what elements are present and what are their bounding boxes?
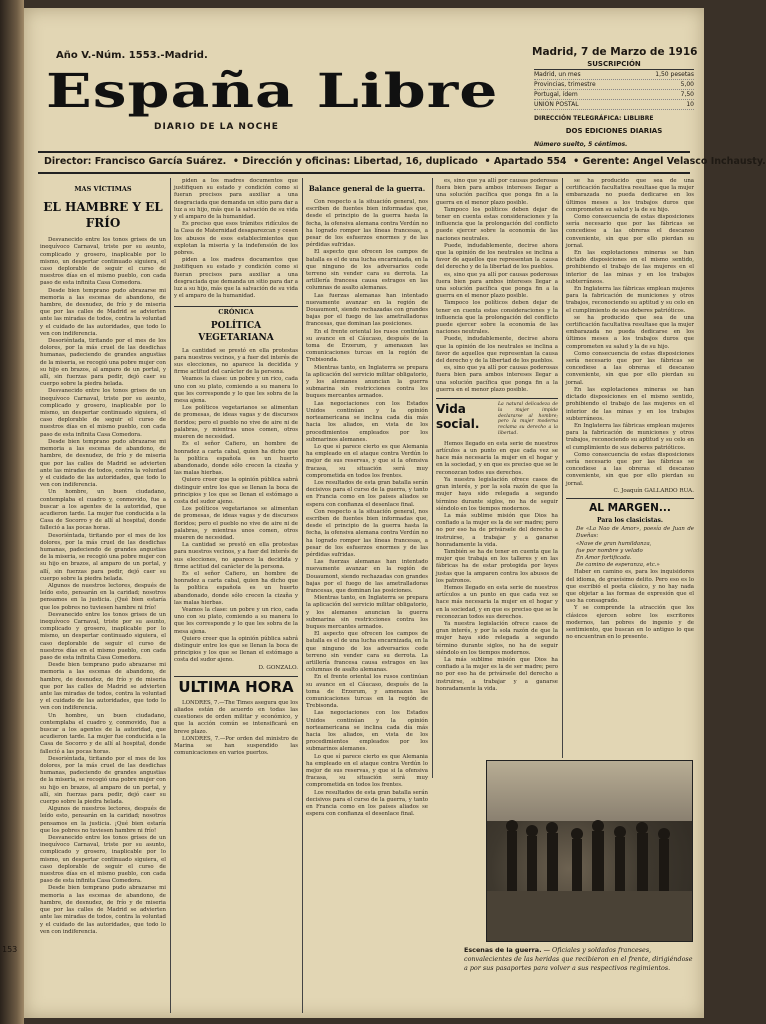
column-1 bbox=[40, 178, 166, 1013]
paragraph: es, sino que ya allí por causas poderosas fuera bien para ambos intereses llegar a una solución pacífica que ponga fin a la guerra en el menor plazo posible. bbox=[436, 365, 558, 393]
paragraph: El aspecto que ofrecen los campos de batalla es el de una lucha encarnizada, en la que ninguno de los adversarios cede terreno sin vender cara su derrota. La artillería francesa causa estragos en las columnas de asalto alemanas. bbox=[306, 631, 428, 674]
book-spine bbox=[0, 0, 24, 1024]
paragraph: Como consecuencia de estas disposiciones sería necesario que por las fábricas se concediese a las obreras el descanso conveniente, sin que por ello pierdan su jornal. bbox=[566, 350, 694, 386]
poem-line: De «La Nao de Amor», poesía de Juan de Dueñas: bbox=[576, 526, 694, 540]
paragraph: Y se comprende la atracción que los clásicos ejercen sobre los escritores modernos, tan pobres de ingenio y de sentimiento, que buscan en lo antiguo lo que no encuentran en lo presente. bbox=[566, 605, 694, 641]
paragraph: Los políticos vegetarianos se alimentan de promesas, de ideas vagas y de discursos floridos; pero el pueblo no vive de aire ni de palabras, y mientras unos comen, otros mueren de necesidad. bbox=[174, 405, 298, 441]
paragraph: La cantidad se prestó en ella protestas para nuestros vecinos, y a fuer del interés de sus elecciones, no aparece la decidida y firme actitud del carácter de la persona. bbox=[174, 347, 298, 376]
paragraph: Puede, indudablemente, decirse ahora que la opinión de los neutrales se inclina a favor de aquellos que representan la causa del derecho y de la libertad de los pueblos. bbox=[436, 336, 558, 365]
paragraph: es, sino que ya allí por causas poderosas fuera bien para ambos intereses llegar a una solución pacífica que ponga fin a la guerra en el menor plazo posible. bbox=[436, 178, 558, 206]
newspaper-page bbox=[24, 8, 766, 1018]
headline-balance: Balance general de la guerra. bbox=[308, 184, 426, 193]
photo-caption: Escenas de la guerra. — Oficiales y soldados franceses, convalecientes de las heridas que recibieron en el frente, dirigiéndose a por sus pasaportes para volver a sus respectivos regimientos. bbox=[464, 946, 693, 972]
signature: D. GONZALO. bbox=[258, 664, 298, 671]
paragraph: Mientras tanto, en Inglaterra se prepara la aplicación del servicio militar obligatorio, y los alemanes anuncian la guerra submarina sin restricciones contra los buques mercantes armados. bbox=[306, 364, 428, 400]
paragraph: Desde bien temprano pudo abrazarse mi memoria a las escenas de abandono, de hambre, de desnudez, de frío y de miseria que por las calles de Madrid se advierten ante las miradas de todos, contra la voluntad y el cuidado de las autoridades, que todo lo ven con indiferencia. bbox=[40, 287, 166, 337]
price-note: Número suelto, 5 céntimos. bbox=[534, 141, 628, 148]
headline-politica: POLÍTICA VEGETARIANA bbox=[198, 320, 274, 343]
poem-line: «Nave de gran humildanza, bbox=[576, 540, 652, 547]
war-photo bbox=[486, 760, 693, 942]
headline-al-margen: AL MARGEN... bbox=[566, 498, 694, 515]
poem-line: De camino de esperanza, etc.» bbox=[576, 562, 660, 569]
caption-text: Oficiales y soldados franceses, convalecientes de las heridas que recibieron en el frente, dirigiéndose a por sus pasaportes para volver a sus respectivos regimientos. bbox=[464, 946, 693, 972]
paragraph: En las explotaciones mineras se han dictado disposiciones en el mismo sentido, prohibiendo el trabajo de las mujeres en el interior de las minas y en los trabajos subterráneos. bbox=[566, 386, 694, 422]
paragraph: En el frente oriental los rusos continúan su avance en el Cáucaso, después de la toma de Erzerum, y amenazan las comunicaciones turcas en la región de Trebisonda. bbox=[306, 674, 428, 710]
paragraph: Los resultados de esta gran batalla serán decisivos para el curso de la guerra, y tanto en Francia como en los países aliados se espera con confianza el desenlace final. bbox=[306, 789, 428, 818]
masthead-title: España Libre bbox=[46, 64, 499, 119]
paragraph: El aspecto que ofrecen los campos de batalla es el de una lucha encarnizada, en la que ninguno de los adversarios cede terreno sin vender cara su derrota. La artillería francesa causa estragos en las columnas de asalto alemanas. bbox=[306, 249, 428, 292]
paragraph: Mientras tanto, en Inglaterra se prepara la aplicación del servicio militar obligatorio, y los alemanes anuncian la guerra submarina sin restricciones contra los buques mercantes armados. bbox=[306, 595, 428, 630]
headline-vida-social: Vida social. bbox=[436, 402, 480, 432]
paragraph: es, sino que ya allí por causas poderosas fuera bien para ambos intereses llegar a una solución pacífica que ponga fin a la guerra en el menor plazo posible. bbox=[436, 271, 558, 300]
issue-date: Madrid, 7 de Marzo de 1916 bbox=[532, 46, 698, 58]
telegraph-address: DIRECCIÓN TELEGRÁFICA: LIBLIBRE bbox=[534, 115, 654, 122]
paragraph: Desoriéntada, tiritando por el mes de los dolores, por la más cruel de las desdichas humanas, padeciendo de grandes angustias de la miseria, se recogió una pobre mujer con su hijo en brazos, al amparo de un portal, y allí, sin fuerzas para pedir, dejó caer su cuerpo sobre la piedra helada. bbox=[40, 338, 166, 388]
margin-mark: 153 bbox=[2, 945, 18, 954]
paragraph: piden a los madres documentos que justifiquen su estado y condición como si fueran precisos para auxiliar a una desgraciada que demanda un sitio para dar a luz a su hijo, más que la salvación de su vida y el amparo de la humanidad. bbox=[174, 257, 298, 300]
paragraph: Quiero creer que la opinión pública sabrá distinguir entre los que se llenan la boca de principios y los que se llenan el estómago a costa del sudor ajeno. bbox=[174, 477, 298, 505]
paragraph: Algunos de nuestros lectores, después de leído esto, pensarán en la caridad; nosotros pensamos en la justicia. ¡Qué bien estaría que los pobres no tuviesen hambre ni frío! bbox=[40, 806, 166, 834]
paragraph: Quiero creer que la opinión pública sabrá distinguir entre los que se llenan la boca de principios y los que se llenan el estómago a costa del sudor ajeno. bbox=[174, 635, 298, 664]
subscription-title: SUSCRIPCIÓN bbox=[534, 60, 694, 70]
column-2 bbox=[174, 178, 298, 1013]
paragraph: Desvanecido entre los tonos grises de un inequívoco Carnaval, triste por su asunto, complicado y grosero, inaplicable por lo mismo, un despertar continuado siguiera, el caso deplorable de seguir el curso de nuestros días en el mismo pueblo, con cada paso de esta infinita Casa Comedora. bbox=[40, 835, 166, 885]
paragraph: Ya nuestra legislación ofrece casos de gran interés, y por la sola razón de que la mujer haya sido relegada a segundo término durante siglos, no ha de seguir siéndolo en los tiempos modernos. bbox=[436, 476, 558, 512]
paragraph: Es preciso que esos trámites ridículos de la Casa de Maternidad desaparezcan y cesen los abusos de esos establecimientos que explotan la miseria y la indefensión de los pobres. bbox=[174, 221, 298, 257]
paragraph: Es el señor Cafiero, un hombre de honradez a carta cabal, quien ha dicho que la política española es un huerto abandonado, donde sólo crecen la cizaña y las malas hierbas. bbox=[174, 441, 298, 477]
caption-title: Escenas de la guerra. bbox=[464, 946, 542, 954]
issue-number: Año V.-Núm. 1553.-Madrid. bbox=[56, 50, 208, 61]
subscription-row: Provincias, trimestre 5,00 bbox=[534, 81, 694, 88]
side-note: La natural delicadeza de la mujer impide declararse al hombre; pero la mujer moderna reclama su derecho a la libertad. bbox=[498, 402, 558, 437]
headline-hunger: EL HAMBRE Y EL FRÍO bbox=[43, 200, 163, 231]
paragraph: Puede, indudablemente, decirse ahora que la opinión de los neutrales se inclina a favor de aquellos que representan la causa del derecho y de la libertad de los pueblos. bbox=[436, 242, 558, 271]
paragraph: Un hombre, un buen ciudadano, contemplaba el cuadro y, conmovido, fue a buscar a los agentes de la autoridad, que acudieron tarde. La mujer fue conducida a la Casa de Socorro y de allí al hospital, donde falleció a las pocas horas. bbox=[40, 489, 166, 532]
editions-note: DOS EDICIONES DIARIAS bbox=[565, 127, 663, 135]
paragraph: Veamos la clase: un pobre y un rico, cada uno con su plato, comiendo a su manera lo que les corresponde y lo que les sobra de la mesa ajena. bbox=[174, 606, 298, 635]
paragraph: Desde bien temprano pudo abrazarse mi memoria a las escenas de abandono, de hambre, de desnudez, de frío y de miseria que por las calles de Madrid se advierten ante las miradas de todos, contra la voluntad y el cuidado de las autoridades, que todo lo ven con indiferencia. bbox=[40, 438, 166, 489]
paragraph: Las negociaciones con los Estados Unidos continúan y la opinión norteamericana se inclina cada día más hacia los aliados, en vista de los procedimientos empleados por los submarinos alemanes. bbox=[306, 400, 428, 443]
paragraph: Lo que sí parece cierto es que Alemania ha empleado en el ataque contra Verdún lo mejor de sus reservas, y que si la ofensiva fracasa, su situación será muy comprometida en todos los frentes. bbox=[306, 753, 428, 789]
poem-line: En Amor fortificada. bbox=[576, 554, 632, 561]
paragraph: Lo que sí parece cierto es que Alemania ha empleado en el ataque contra Verdún lo mejor de sus reservas, y que si la ofensiva fracasa, su situación será muy comprometida en todos los frentes. bbox=[306, 443, 428, 479]
paragraph: se ha producido que sea de una certificación facultativa resultase que la mujer embarazada no pueda dedicarse en los últimos meses a los trabajos duros que comprometen su salud y la de su hijo. bbox=[566, 314, 694, 350]
paragraph: Las fuerzas alemanas han intentado nuevamente avanzar en la región de Douaumont, siendo rechazadas con grandes bajas por el fuego de las ametralladoras francesas, que dominan las posiciones. bbox=[306, 559, 428, 594]
paragraph: Un hombre, un buen ciudadano, contemplaba el cuadro y, conmovido, fue a buscar a los agentes de la autoridad, que acudieron tarde. La mujer fue conducida a la Casa de Socorro y de allí al hospital, donde falleció a las pocas horas. bbox=[40, 712, 166, 755]
paragraph: En el frente oriental los rusos continúan su avance en el Cáucaso, después de la toma de Erzerum, y amenazan las comunicaciones turcas en la región de Trebisonda. bbox=[306, 328, 428, 364]
apartado: Apartado 554 bbox=[493, 156, 567, 167]
paragraph: Veamos la clase: un pobre y un rico, cada uno con su plato, comiendo a su manera lo que les corresponde y lo que les sobra de la mesa ajena. bbox=[174, 376, 298, 405]
masthead-subtitle: DIARIO DE LA NOCHE bbox=[154, 122, 279, 132]
column-5 bbox=[566, 178, 694, 756]
paragraph: La más sublime misión que Dios ha confiado a la mujer es la de ser madre; pero no por eso ha de privársele del derecho a instruirse, a trabajar y a ganarse honradamente la vida. bbox=[436, 656, 558, 692]
paragraph: Como consecuencia de estas disposiciones sería necesario que por las fábricas se concediese a las obreras el descanso conveniente, sin que por ello pierdan su jornal. bbox=[566, 451, 694, 487]
subscription-row: Portugal, ídem 7,50 bbox=[534, 91, 694, 98]
paragraph: En Inglaterra las fábricas emplean mujeres para la fabricación de municiones y otros trabajos, reconociendo su aptitud y su celo en el cumplimiento de sus deberes patrióticos. bbox=[566, 286, 694, 314]
paragraph: LONDRES, 7.—The Times asegura que los aliados están de acuerdo en todas las cuestiones de orden militar y económico, y que la acción común se intensificará en breve plazo. bbox=[174, 699, 298, 735]
paragraph: Tampoco los políticos deben dejar de tener en cuenta estas consideraciones y la influencia que la prolongación del conflicto puede ejercer sobre la economía de las naciones neutrales. bbox=[436, 206, 558, 242]
headline-ultima-hora: ULTIMA HORA bbox=[174, 676, 298, 697]
paragraph: Desde bien temprano pudo abrazarse mi memoria a las escenas de abandono, de hambre, de desnudez, de frío y de miseria que por las calles de Madrid se advierten ante las miradas de todos, contra la voluntad y el cuidado de las autoridades, que todo lo ven con indiferencia. bbox=[40, 662, 166, 712]
paragraph: Desoriéntada, tiritando por el mes de los dolores, por la más cruel de las desdichas humanas, padeciendo de grandes angustias de la miseria, se recogió una pobre mujer con su hijo en brazos, al amparo de un portal, y allí, sin fuerzas para pedir, dejó caer su cuerpo sobre la piedra helada. bbox=[40, 532, 166, 582]
paragraph: Con respecto a la situación general, nos escriben de fuentes bien informadas que, desde el principio de la guerra hasta la fecha, la ofensiva alemana contra Verdún no ha logrado romper las líneas francesas, a pesar de los esfuerzos enormes y de las pérdidas sufridas. bbox=[306, 508, 428, 558]
subscription-row: UNION POSTAL 10 bbox=[534, 101, 694, 108]
paragraph: Desde bien temprano pudo abrazarse mi memoria a las escenas de abandono, de hambre, de desnudez, de frío y de miseria que por las calles de Madrid se advierten ante las miradas de todos, contra la voluntad y el cuidado de las autoridades, que todo lo ven con indiferencia. bbox=[40, 885, 166, 935]
paragraph: Haber en camino es, para los inquisidores del idioma, de gravísimo delito. Pero eso es lo que escribió el poeta clásico, y no hay nada que objetar a las formas de expresión que el uso ha consagrado. bbox=[566, 569, 694, 605]
paragraph: Algunos de nuestros lectores, después de leído esto, pensarán en la caridad; nosotros pensamos en la justicia. ¡Qué bien estaría que los pobres no tuviesen hambre ni frío! bbox=[40, 582, 166, 611]
poem bbox=[566, 526, 694, 569]
paragraph: Como consecuencia de estas disposiciones sería necesario que por las fábricas se concediese a las obreras el descanso conveniente, sin que por ello pierdan su jornal. bbox=[566, 214, 694, 249]
column-3 bbox=[306, 178, 428, 1013]
paragraph: Hemos llegado en esta serie de nuestros artículos a un punto en que cada vez se hace más necesaria la mujer en el hogar y en la sociedad, y en que es preciso que se le reconozcan todos sus derechos. bbox=[436, 440, 558, 476]
subscription-row: Madrid, un mes 1,50 pesetas bbox=[534, 71, 694, 78]
soldiers-figures bbox=[487, 761, 692, 941]
paragraph: Los resultados de esta gran batalla serán decisivos para el curso de la guerra, y tanto en Francia como en los países aliados se espera con confianza el desenlace final. bbox=[306, 479, 428, 508]
paragraph: se ha producido que sea de una certificación facultativa resultase que la mujer embarazada no pueda dedicarse en los últimos meses a los trabajos duros que comprometen su salud y la de su hijo. bbox=[566, 178, 694, 213]
paragraph: Las fuerzas alemanas han intentado nuevamente avanzar en la región de Douaumont, siendo rechazadas con grandes bajas por el fuego de las ametralladoras francesas, que dominan las posiciones. bbox=[306, 292, 428, 328]
paragraph: Hemos llegado en esta serie de nuestros artículos a un punto en que cada vez se hace más necesaria la mujer en el hogar y en la sociedad, y en que es preciso que se le reconozcan todos sus derechos. bbox=[436, 584, 558, 620]
paragraph: Las negociaciones con los Estados Unidos continúan y la opinión norteamericana se inclina cada día más hacia los aliados, en vista de los procedimientos empleados por los submarinos alemanes. bbox=[306, 710, 428, 753]
paragraph: En Inglaterra las fábricas emplean mujeres para la fabricación de municiones y otros trabajos, reconociendo su aptitud y su celo en el cumplimiento de sus deberes patrióticos. bbox=[566, 422, 694, 451]
paragraph: Desvanecido entre los tonos grises de un inequívoco Carnaval, triste por su asunto, complicado y grosero, inaplicable por lo mismo, un despertar continuado siguiera, el caso deplorable de seguir el curso de nuestros días en el mismo pueblo, con cada paso de esta infinita Casa Comedora. bbox=[40, 611, 166, 661]
vida-social-block bbox=[436, 398, 558, 437]
section-cronica: CRÓNICA bbox=[174, 306, 298, 316]
director: Director: Francisco García Suárez. bbox=[44, 156, 227, 167]
paragraph: Tampoco los políticos deben dejar de tener en cuenta estas consideraciones y la influencia que la prolongación del conflicto puede ejercer sobre la economía de las naciones neutrales. bbox=[436, 300, 558, 336]
kicker: MAS VÍCTIMAS bbox=[74, 185, 132, 193]
gerente: Gerente: Angel Velasco Inchausty. bbox=[582, 156, 766, 167]
paragraph: La más sublime misión que Dios ha confiado a la mujer es la de ser madre; pero no por eso ha de privársele del derecho a instruirse, a trabajar y a ganarse honradamente la vida. bbox=[436, 512, 558, 548]
paragraph: También se ha de tener en cuenta que la mujer que trabaja en los talleres y en las fábricas ha de estar protegida por leyes justas que la amparen contra los abusos de los patronos. bbox=[436, 548, 558, 584]
paragraph: Ya nuestra legislación ofrece casos de gran interés, y por la sola razón de que la mujer haya sido relegada a segundo término durante siglos, no ha de seguir siéndolo en los tiempos modernos. bbox=[436, 620, 558, 656]
subhead-clasicistas: Para los clasicistas. bbox=[596, 516, 664, 524]
paragraph: En las explotaciones mineras se han dictado disposiciones en el mismo sentido, prohibiendo el trabajo de las mujeres en el interior de las minas y en los trabajos subterráneos. bbox=[566, 250, 694, 285]
paragraph: Desoriéntada, tiritando por el mes de los dolores, por la más cruel de las desdichas humanas, padeciendo de grandes angustias de la miseria, se recogió una pobre mujer con su hijo en brazos, al amparo de un portal, y allí, sin fuerzas para pedir, dejó caer su cuerpo sobre la piedra helada. bbox=[40, 755, 166, 806]
paragraph: Es el señor Cafiero, un hombre de honradez a carta cabal, quien ha dicho que la política española es un huerto abandonado, donde sólo crecen la cizaña y las malas hierbas. bbox=[174, 570, 298, 606]
paragraph: LONDRES, 7.—Por orden del ministro de Marina se han suspendido las comunicaciones en varios puertos. bbox=[174, 735, 298, 757]
address: Dirección y oficinas: Libertad, 16, duplicado bbox=[242, 156, 478, 167]
subscription-box bbox=[534, 60, 694, 149]
paragraph: Desvanecido entre los tonos grises de un inequívoco Carnaval, triste por su asunto, complicado y grosero, inaplicable por lo mismo, un despertar continuado siguiera, el caso deplorable de seguir el curso de nuestros días en el mismo pueblo, con cada paso de esta infinita Casa Comedora. bbox=[40, 237, 166, 287]
poem-line: fue por nombre y velado bbox=[576, 547, 643, 554]
paragraph: Con respecto a la situación general, nos escriben de fuentes bien informadas que, desde el principio de la guerra hasta la fecha, la ofensiva alemana contra Verdún no ha logrado romper las líneas francesas, a pesar de los esfuerzos enormes y de las pérdidas sufridas. bbox=[306, 199, 428, 249]
column-4 bbox=[436, 178, 558, 758]
paragraph: piden a los madres documentos que justifiquen su estado y condición como si fueran precisos para auxiliar a una desgraciada que demanda un sitio para dar a luz a su hijo, más que la salvación de su vida y el amparo de la humanidad. bbox=[174, 178, 298, 221]
signature: C. Joaquín GALLARDO RUA. bbox=[613, 487, 694, 494]
paragraph: Los políticos vegetarianos se alimentan de promesas, de ideas vagas y de discursos floridos; pero el pueblo no vive de aire ni de palabras, y mientras unos comen, otros mueren de necesidad. bbox=[174, 506, 298, 541]
paragraph: Desvanecido entre los tonos grises de un inequívoco Carnaval, triste por su asunto, complicado y grosero, inaplicable por lo mismo, un despertar continuado siguiera, el caso deplorable de seguir el curso de nuestros días en el mismo pueblo, con cada paso de esta infinita Casa Comedora. bbox=[40, 388, 166, 438]
paragraph: La cantidad se prestó en ella protestas para nuestros vecinos, y a fuer del interés de sus elecciones, no aparece la decidida y firme actitud del carácter de la persona. bbox=[174, 542, 298, 570]
staff-info-line: Director: Francisco García Suárez. • Dirección y oficinas: Libertad, 16, duplicado • Apartado 554 • Gerente: Angel Velasco Inchausty. bbox=[44, 156, 766, 167]
